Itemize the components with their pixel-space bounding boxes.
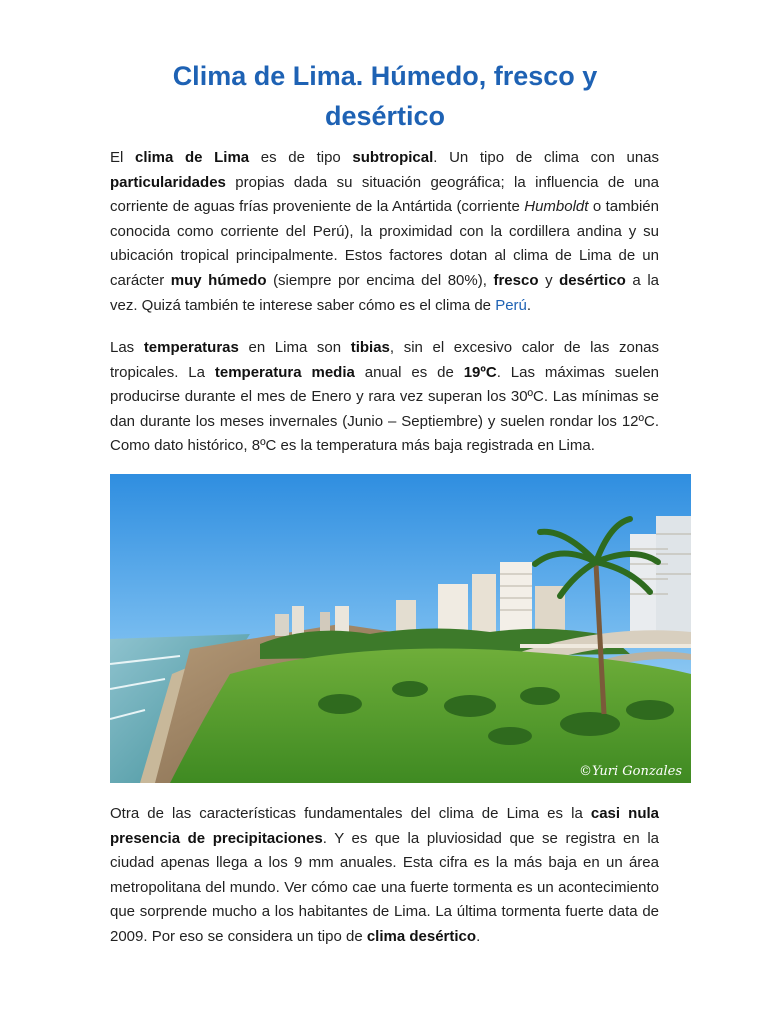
text: . — [526, 296, 532, 314]
bold-text: clima desértico — [366, 927, 477, 945]
text: Otra de las características fundamentales del clima de Lima es la — [110, 805, 591, 822]
text: (siempre por encima del 80%), — [266, 271, 494, 289]
text: y — [538, 271, 560, 289]
bold-text: clima de Lima — [134, 149, 250, 166]
text: . Las máximas suelen producirse durante el mes de Enero y rara vez superan los 30ºC. Las mínimas se dan durante los meses invernales (Junio – Septiembre) y suelen rondar los 12ºC. Como dato histórico, 8ºC es la temperatura más baja registrada en Lima. — [110, 363, 660, 455]
bold-text: tibias — [350, 339, 390, 356]
text: o también conocida como corriente del Perú), la proximidad con la cordillera andina y su ubicación tropical principalmente. Estos factores dotan al clima de Lima de un carácter — [110, 198, 659, 289]
photo-credit: ©Yuri Gonzales — [578, 764, 682, 779]
photo-illustration — [110, 474, 691, 783]
bold-text: desértico — [559, 271, 626, 289]
text: en Lima son — [238, 339, 351, 356]
bold-text: particularidades — [110, 173, 226, 191]
text: anual es de — [354, 363, 464, 381]
paragraph-precipitation — [110, 802, 659, 950]
bold-text: temperatura media — [214, 363, 355, 381]
text: a la vez. Quizá también te interese saber cómo es el clima de — [110, 271, 659, 314]
text: . Un tipo de clima con unas — [433, 149, 660, 166]
bold-text: muy húmedo — [170, 271, 267, 289]
paragraph-intro — [110, 146, 659, 318]
bold-text: fresco — [493, 271, 539, 289]
text: propias dada su situación geográfica; la influencia de una corriente de aguas frías proveniente de la Antártida (corriente — [110, 173, 659, 216]
text: , sin el excesivo calor de las zonas tropicales. La — [110, 339, 659, 381]
page-title: Clima de Lima. Húmedo, fresco y desértico — [172, 61, 598, 131]
text: . — [476, 927, 481, 945]
lima-coast-photo — [110, 474, 691, 783]
text: El — [110, 149, 135, 166]
text: Las — [110, 339, 144, 356]
bold-text: 19ºC — [463, 363, 497, 381]
text: . Y es que la pluviosidad que se registra en la ciudad apenas llega a los 9 mm anuales. Esta cifra es la más baja en un área metropolitana del mundo. Ver cómo cae una fuerte tormenta es un acontecimiento que sorprende mucho a los habitantes de Lima. La última tormenta fuerte data de 2009. Por eso se considera un tipo de — [110, 829, 659, 945]
text: es de tipo — [249, 149, 353, 166]
italic-text: Humboldt — [524, 198, 589, 216]
paragraph-temperatures — [110, 336, 659, 459]
peru-link[interactable]: Perú — [495, 296, 527, 314]
bold-text: temperaturas — [143, 339, 239, 356]
bold-text: subtropical — [352, 149, 434, 166]
bold-text: casi nula presencia de precipitaciones — [110, 805, 659, 847]
